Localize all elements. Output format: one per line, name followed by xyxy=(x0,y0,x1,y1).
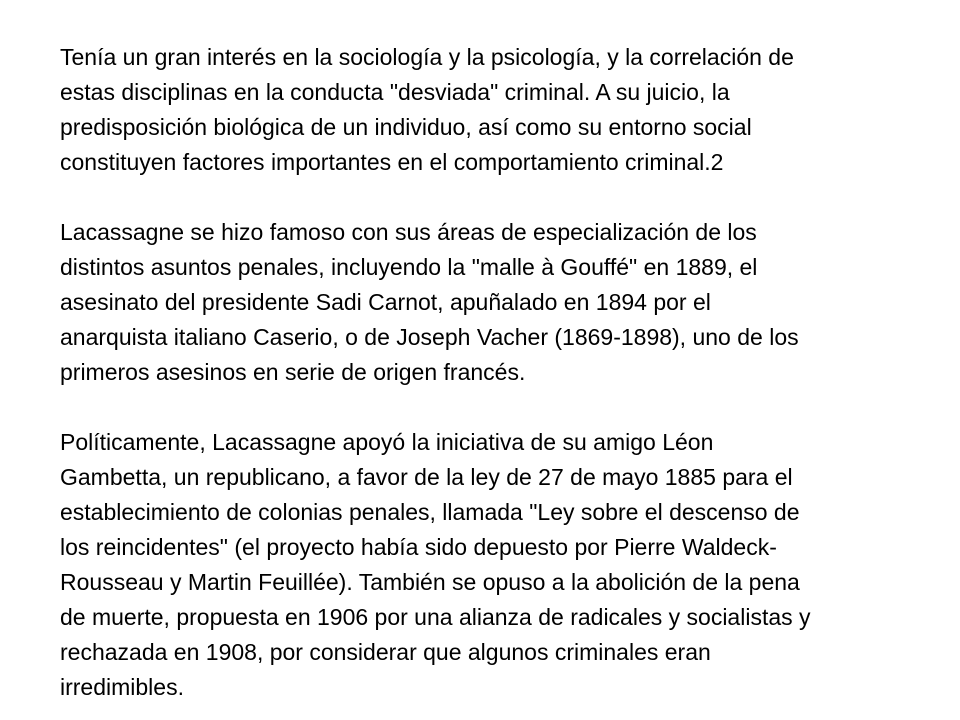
text-line: anarquista italiano Caserio, o de Joseph Vacher (1869-1898), uno de los xyxy=(60,324,799,350)
text-line: irredimibles. xyxy=(60,674,184,700)
paragraph-sociology xyxy=(60,40,930,180)
text-line: rechazada en 1908, por considerar que algunos criminales eran xyxy=(60,639,711,665)
text-line: asesinato del presidente Sadi Carnot, apuñalado en 1894 por el xyxy=(60,289,711,315)
text-line: primeros asesinos en serie de origen francés. xyxy=(60,359,526,385)
text-line: los reincidentes" (el proyecto había sido depuesto por Pierre Waldeck- xyxy=(60,534,777,560)
paragraph-politics xyxy=(60,425,930,705)
document-body xyxy=(60,40,930,705)
paragraph-spacer xyxy=(60,180,930,215)
text-line: distintos asuntos penales, incluyendo la "malle à Gouffé" en 1889, el xyxy=(60,254,758,280)
text-line: Gambetta, un republicano, a favor de la ley de 27 de mayo 1885 para el xyxy=(60,464,793,490)
text-line: Políticamente, Lacassagne apoyó la iniciativa de su amigo Léon xyxy=(60,429,714,455)
text-line: constituyen factores importantes en el comportamiento criminal.2 xyxy=(60,149,724,175)
text-line: estas disciplinas en la conducta "desviada" criminal. A su juicio, la xyxy=(60,79,730,105)
text-line: Tenía un gran interés en la sociología y la psicología, y la correlación de xyxy=(60,44,794,70)
paragraph-spacer xyxy=(60,390,930,425)
text-line: predisposición biológica de un individuo, así como su entorno social xyxy=(60,114,752,140)
text-line: Lacassagne se hizo famoso con sus áreas de especialización de los xyxy=(60,219,757,245)
text-line: de muerte, propuesta en 1906 por una alianza de radicales y socialistas y xyxy=(60,604,811,630)
text-line: Rousseau y Martin Feuillée). También se opuso a la abolición de la pena xyxy=(60,569,800,595)
paragraph-famous-cases xyxy=(60,215,930,390)
text-line: establecimiento de colonias penales, llamada "Ley sobre el descenso de xyxy=(60,499,800,525)
